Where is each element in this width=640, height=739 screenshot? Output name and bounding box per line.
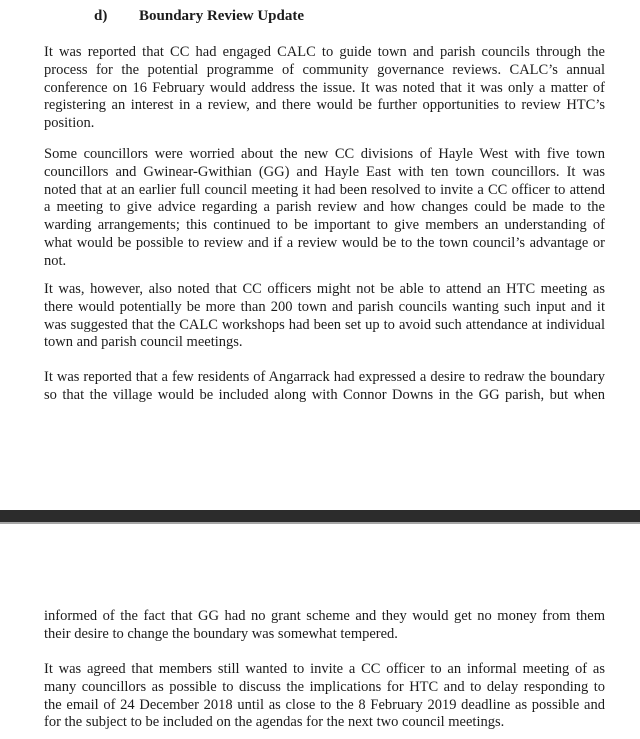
paragraph-1 <box>44 44 605 133</box>
text-line: It was reported that a few residents of Angarrack had expressed a desire to redraw the boundary <box>44 369 605 385</box>
text-line: the email of 24 December 2018 until as close to the 8 February 2019 deadline as possible and <box>44 696 605 713</box>
section-heading-label: d) <box>94 8 108 24</box>
section-heading <box>0 7 640 25</box>
text-line: conference on 16 February would address the issue. It was noted that it was only a matter of <box>44 79 605 96</box>
text-line: many councillors as possible to discuss the implications for HTC and to delay responding to <box>44 678 605 695</box>
text-line: informed of the fact that GG had no grant scheme and they would get no money from them <box>44 608 605 624</box>
paragraph-5 <box>44 608 605 644</box>
text-line: not. <box>44 252 67 269</box>
text-line: town and parish council meetings. <box>44 334 243 351</box>
text-line: there would potentially be more than 200 town and parish councils wanting such input and it <box>44 298 605 315</box>
text-line: registering an interest in a review, and there would be further opportunities to review HTC’s <box>44 97 605 114</box>
paragraph-2 <box>44 146 605 270</box>
text-line: It was agreed that members still wanted to invite a CC officer to an informal meeting of as <box>44 661 605 677</box>
page-separator <box>0 510 640 524</box>
paragraph-4 <box>44 369 605 405</box>
page-gap-bar <box>0 510 640 522</box>
text-line: for the subject to be included on the agendas for the next two council meetings. <box>44 714 505 731</box>
text-line: what would be possible to review and if a review would be to the town council’s advantage or <box>44 234 605 251</box>
text-line: councillors and Gwinear-Gwithian (GG) and Hayle East with ten town councillors. It was <box>44 163 605 180</box>
text-line: a meeting to give advice regarding a parish review and how changes could be made to the <box>44 199 605 216</box>
text-line: their desire to change the boundary was somewhat tempered. <box>44 625 398 642</box>
text-line: was suggested that the CALC workshops had been set up to avoid such attendance at individual <box>44 316 605 333</box>
text-line: warding arrangements; this continued to be important to give members an understanding of <box>44 217 605 233</box>
text-line: process for the potential programme of community governance reviews. CALC’s annual <box>44 61 605 78</box>
section-heading-title: Boundary Review Update <box>139 8 305 24</box>
text-line: noted that at an earlier full council meeting it had been resolved to invite a CC officer to attend <box>44 181 605 198</box>
text-line: so that the village would be included along with Connor Downs in the GG parish, but when <box>44 386 605 403</box>
text-line: It was, however, also noted that CC officers might not be able to attend an HTC meeting as <box>44 281 605 297</box>
page-edge-line <box>0 522 640 524</box>
paragraph-3 <box>44 281 605 352</box>
text-line: position. <box>44 115 95 131</box>
paragraph-6 <box>44 661 605 732</box>
text-line: It was reported that CC had engaged CALC to guide town and parish councils through the <box>44 44 605 60</box>
text-line: Some councillors were worried about the new CC divisions of Hayle West with five town <box>44 146 605 162</box>
